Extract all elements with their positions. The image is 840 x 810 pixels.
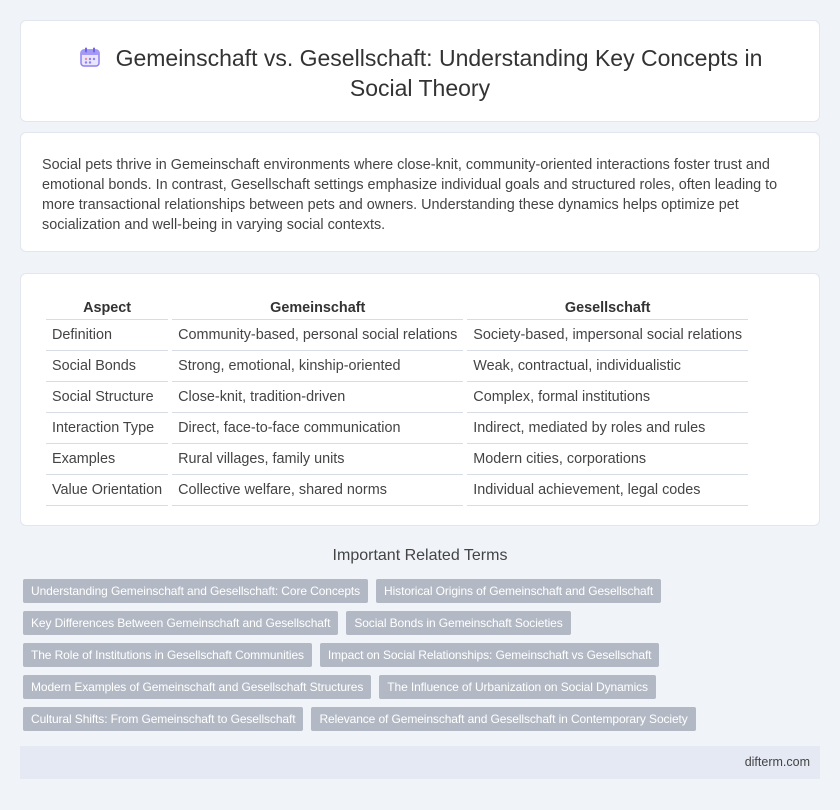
cell-gesellschaft: Individual achievement, legal codes [467,475,748,506]
related-term-link[interactable]: Historical Origins of Gemeinschaft and Gesellschaft [376,579,661,603]
footer-site-link[interactable]: difterm.com [744,755,810,769]
cell-gesellschaft: Society-based, impersonal social relations [467,320,748,351]
table-row [46,413,748,444]
column-header-aspect: Aspect [46,296,168,320]
cell-aspect: Examples [46,444,168,475]
cell-aspect: Definition [46,320,168,351]
cell-gemeinschaft: Community-based, personal social relations [172,320,463,351]
header-card [20,20,820,122]
tag-row [23,579,813,603]
cell-gesellschaft: Weak, contractual, individualistic [467,351,748,382]
related-term-link[interactable]: Cultural Shifts: From Gemeinschaft to Gesellschaft [23,707,303,731]
comparison-table [42,296,752,506]
table-row [46,444,748,475]
table-row [46,351,748,382]
related-term-link[interactable]: Relevance of Gemeinschaft and Gesellschaft in Contemporary Society [311,707,695,731]
related-term-link[interactable]: Impact on Social Relationships: Gemeinschaft vs Gesellschaft [320,643,660,667]
related-term-link[interactable]: Understanding Gemeinschaft and Gesellschaft: Core Concepts [23,579,368,603]
column-header-gesellschaft: Gesellschaft [467,296,748,320]
cell-aspect: Value Orientation [46,475,168,506]
related-term-link[interactable]: The Role of Institutions in Gesellschaft Communities [23,643,312,667]
intro-text: Social pets thrive in Gemeinschaft environments where close-knit, community-oriented interactions foster trust and emotional bonds. In contrast, Gesellschaft settings emphasize individual goals and structured roles, often leading to more transactional relationships between pets and owners. Understanding these dynamics helps optimize pet socialization and well-being in varying social contexts. [42,157,778,233]
related-term-link[interactable]: The Influence of Urbanization on Social Dynamics [379,675,656,699]
tag-row [23,611,813,635]
cell-gemeinschaft: Strong, emotional, kinship-oriented [172,351,463,382]
tag-row [23,707,813,731]
footer [20,746,820,779]
tag-row [23,675,813,699]
cell-gesellschaft: Indirect, mediated by roles and rules [467,413,748,444]
related-terms-heading: Important Related Terms [332,547,508,564]
page-title: Gemeinschaft vs. Gesellschaft: Understanding Key Concepts in Social Theory [115,45,763,101]
column-header-gemeinschaft: Gemeinschaft [172,296,463,320]
table-row [46,382,748,413]
cell-aspect: Social Structure [46,382,168,413]
cell-gesellschaft: Modern cities, corporations [467,444,748,475]
table-row [46,320,748,351]
calendar-icon [78,45,102,69]
cell-gesellschaft: Complex, formal institutions [467,382,748,413]
cell-gemeinschaft: Collective welfare, shared norms [172,475,463,506]
related-term-link[interactable]: Key Differences Between Gemeinschaft and Gesellschaft [23,611,338,635]
cell-gemeinschaft: Direct, face-to-face communication [172,413,463,444]
related-term-link[interactable]: Modern Examples of Gemeinschaft and Gesellschaft Structures [23,675,371,699]
related-terms-list [23,579,813,739]
tag-row [23,643,813,667]
cell-gemeinschaft: Close-knit, tradition-driven [172,382,463,413]
related-term-link[interactable]: Social Bonds in Gemeinschaft Societies [346,611,570,635]
cell-aspect: Interaction Type [46,413,168,444]
table-row [46,475,748,506]
intro-card [20,132,820,252]
cell-gemeinschaft: Rural villages, family units [172,444,463,475]
table-header-row [46,296,748,320]
page-title-wrap [61,43,779,103]
comparison-card [20,273,820,526]
cell-aspect: Social Bonds [46,351,168,382]
